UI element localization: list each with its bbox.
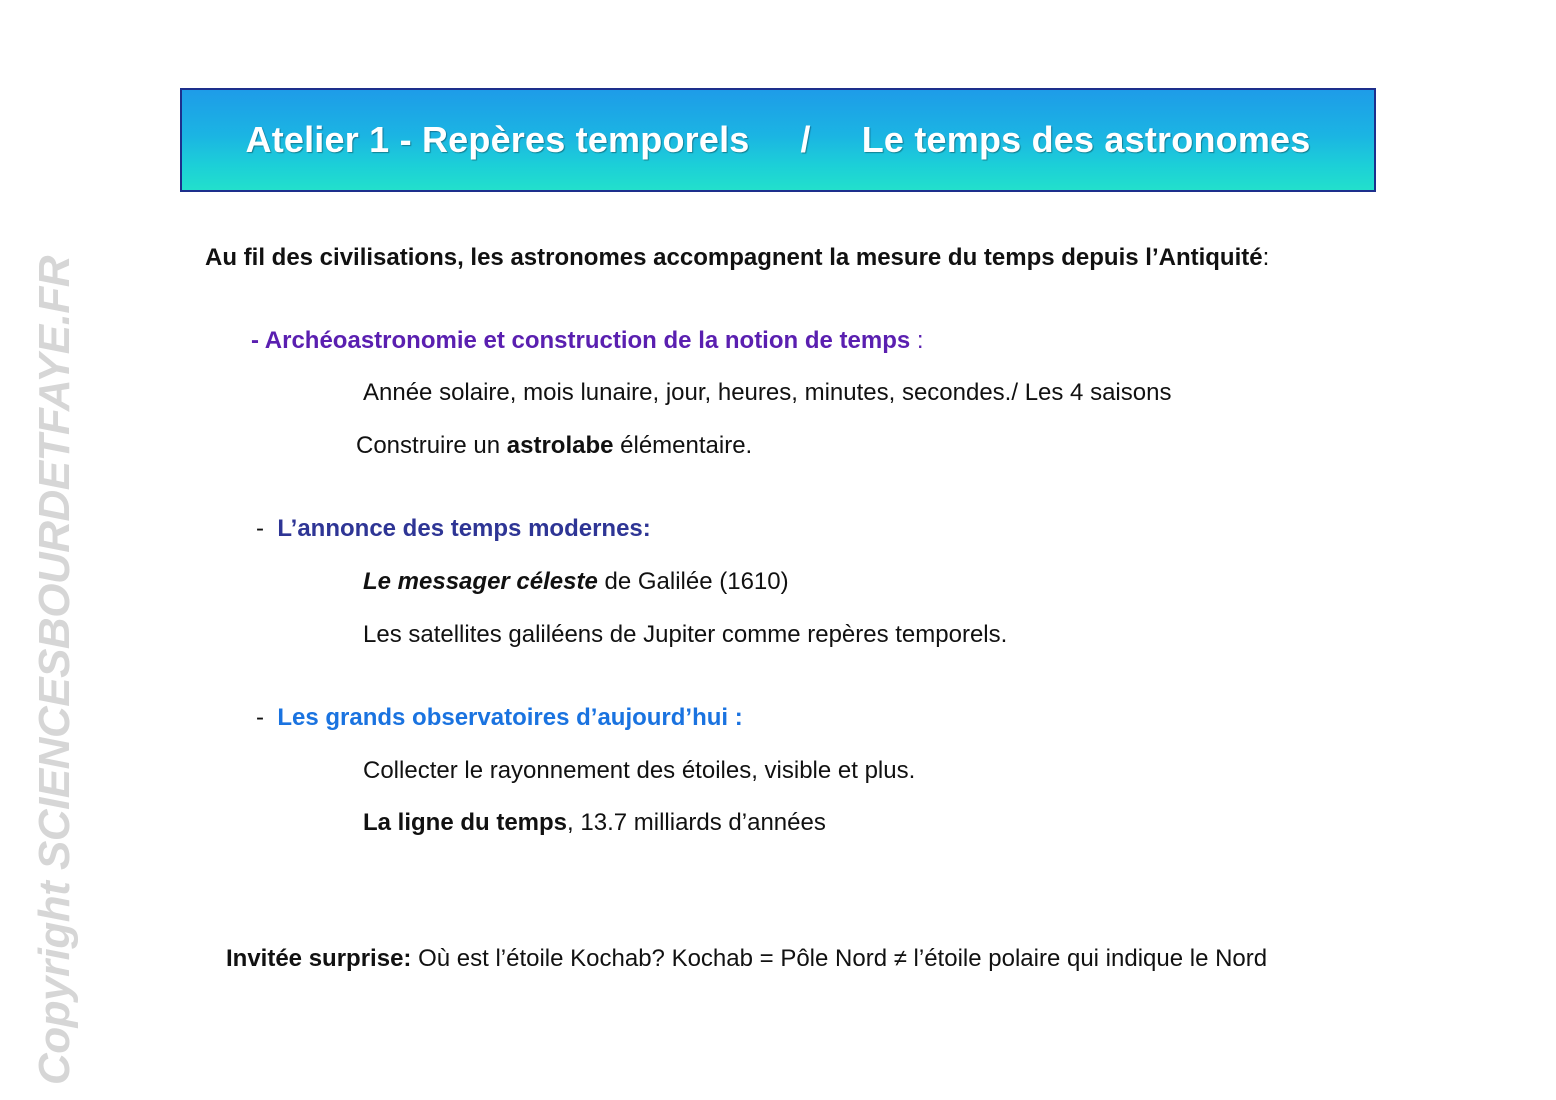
footer-line <box>226 945 1267 973</box>
title-part1: Atelier 1 - Repères temporels <box>245 119 750 160</box>
intro-colon: : <box>1262 244 1270 271</box>
section-1-title: Archéoastronomie et construction de la notion de temps <box>264 327 911 354</box>
title-separator-post <box>811 119 862 160</box>
astrolabe-term: astrolabe <box>506 432 614 459</box>
page-title <box>246 119 1311 161</box>
section-2-line-1 <box>363 568 789 596</box>
section-3-line-1: Collecter le rayonnement des étoiles, visible et plus. <box>363 757 916 784</box>
section-3-line-2 <box>363 809 826 837</box>
section-3-dash: - <box>256 704 278 731</box>
section-1-colon: : <box>910 327 924 354</box>
section-2-dash: - <box>256 515 278 542</box>
section-3-heading <box>256 704 743 732</box>
section-1-heading <box>251 327 924 355</box>
footer-text: Où est l’étoile Kochab? Kochab = Pôle Nord ≠ l’étoile polaire qui indique le Nord <box>411 945 1268 972</box>
section-3-title: Les grands observatoires d’aujourd’hui : <box>277 704 743 731</box>
footer-label: Invitée surprise: <box>226 945 412 972</box>
section-2-line-1-b: de Galilée (1610) <box>597 568 789 595</box>
title-banner <box>180 88 1376 192</box>
section-1-line-2-a: Construire un <box>356 432 507 459</box>
intro-line <box>205 244 1269 272</box>
title-part2: Le temps des astronomes <box>861 119 1311 160</box>
section-3-line-2-b: , 13.7 milliards d’années <box>567 809 826 836</box>
title-separator: / <box>800 119 811 160</box>
section-1-dash: - <box>251 327 265 354</box>
book-title: Le messager céleste <box>363 568 598 595</box>
section-2-heading <box>256 515 651 543</box>
section-1-line-2-c: élémentaire. <box>613 432 753 459</box>
section-1-line-1: Année solaire, mois lunaire, jour, heures, minutes, secondes./ Les 4 saisons <box>363 379 1172 406</box>
copyright-watermark: Copyright SCIENCESBOURDETFAYE.FR <box>30 255 79 1085</box>
section-2-line-2: Les satellites galiléens de Jupiter comme repères temporels. <box>363 621 1008 648</box>
section-2-title: L’annonce des temps modernes: <box>277 515 651 542</box>
timeline-term: La ligne du temps <box>363 809 568 836</box>
intro-text: Au fil des civilisations, les astronomes accompagnent la mesure du temps depuis l’Antiquité <box>205 244 1263 271</box>
section-1-line-2 <box>356 432 752 460</box>
title-separator-pre <box>750 119 801 160</box>
